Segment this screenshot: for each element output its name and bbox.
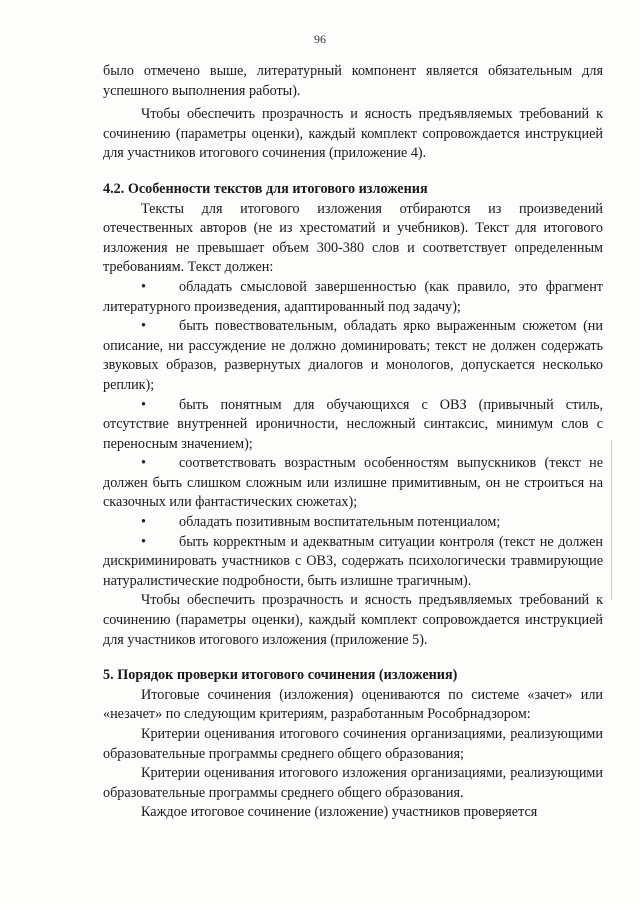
- list-item: • обладать смысловой завершенностью (как правило, это фрагмент литературного произведения, адаптированный под задачу);: [103, 278, 603, 315]
- section-5-paragraph-2: Критерии оценивания итогового сочинения организациями, реализующими образовательные программы среднего общего образования;: [103, 726, 603, 762]
- section-5-paragraph-1: Итоговые сочинения (изложения) оцениваются по системе «зачет» или «незачет» по следующим критериям, разработанным Рособрнадзором:: [103, 686, 603, 723]
- list-item: • быть повествовательным, обладать ярко выраженным сюжетом (ни описание, ни рассуждение не должно доминировать; текст не должен содержать звуковых образов, развернутых диалогов и монологов, допускается несколько реплик);: [103, 318, 603, 393]
- intro-paragraph-2: Чтобы обеспечить прозрачность и ясность предъявляемых требований к сочинению (параметры оценки), каждый комплект сопровождается инструкцией для участников итогового сочинения (приложение 4).: [103, 106, 603, 162]
- page-content: [103, 62, 603, 823]
- bullet-marker: •: [141, 396, 146, 413]
- bullet-marker: •: [141, 278, 146, 295]
- bullet-marker: •: [141, 318, 146, 335]
- section-4-2-heading: 4.2. Особенности текстов для итогового изложения: [103, 180, 428, 197]
- section-4-2-paragraph-1: Тексты для итогового изложения отбираются из произведений отечественных авторов (не из хрестоматий и учебников). Текст для итогового изложения не превышает объем 300-380 слов и соответствует определенным требованиям. Текст должен:: [103, 200, 603, 276]
- bullet-marker: •: [141, 533, 146, 550]
- intro-paragraph-1: было отмечено выше, литературный компонент является обязательным для успешного выполнения работы).: [103, 63, 603, 99]
- scan-edge-line: [611, 440, 612, 600]
- list-item: • соответствовать возрастным особенностям выпускников (текст не должен быть слишком сложным или излишне примитивным, он не строиться на сказочных или фантастических сюжетах);: [103, 455, 603, 511]
- list-item: • обладать позитивным воспитательным потенциалом;: [103, 513, 603, 533]
- page-number: 96: [314, 32, 326, 46]
- section-5-paragraph-3: Критерии оценивания итогового изложения организациями, реализующими образовательные программы среднего общего образования.: [103, 765, 603, 801]
- list-item: • быть корректным и адекватным ситуации контроля (текст не должен дискриминировать участников с ОВЗ, содержать психологически травмирующие натуралистические подробности, быть излишне трагичным).: [103, 533, 603, 589]
- section-5-paragraph-4: Каждое итоговое сочинение (изложение) участников проверяется: [141, 804, 538, 821]
- section-4-2-paragraph-2: Чтобы обеспечить прозрачность и ясность предъявляемых требований к сочинению (параметры оценки), каждый комплект сопровождается инструкцией для участников итогового изложения (приложение 5).: [103, 592, 603, 648]
- requirements-list: [103, 278, 603, 592]
- list-item: • быть понятным для обучающихся с ОВЗ (привычный стиль, отсутствие внутренней ироничности, несложный синтаксис, минимум слов с переносным значением);: [103, 396, 603, 452]
- section-5-heading: 5. Порядок проверки итогового сочинения (изложения): [103, 667, 458, 684]
- bullet-marker: •: [141, 455, 146, 472]
- bullet-marker: •: [141, 514, 146, 531]
